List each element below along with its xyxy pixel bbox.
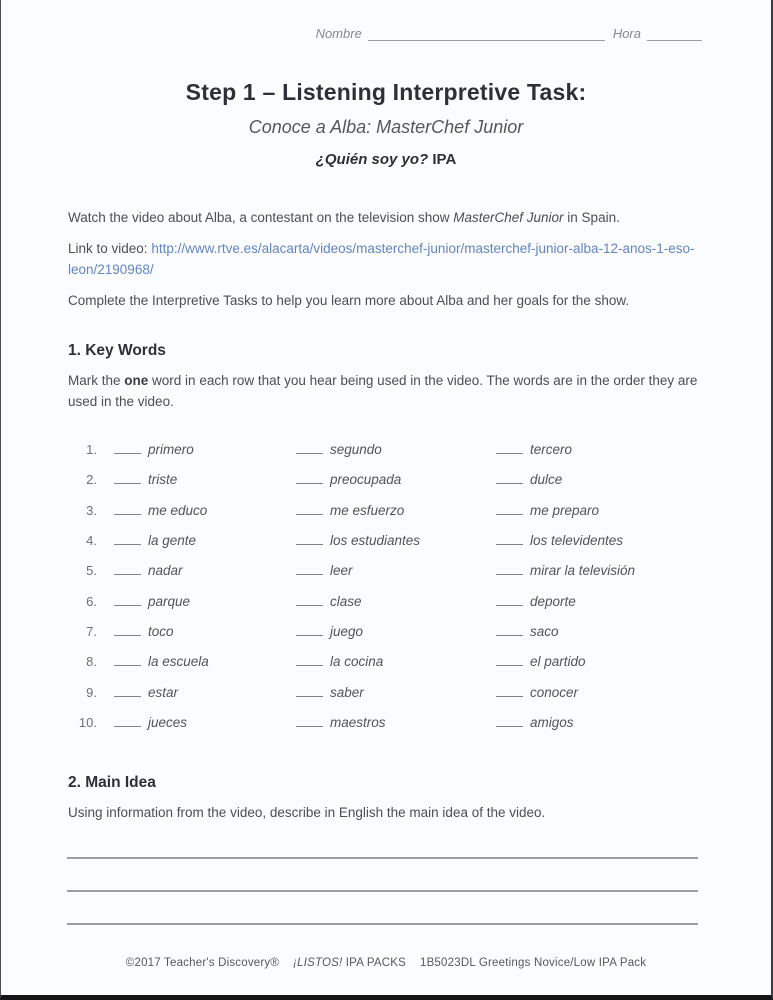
answer-blank[interactable] [114,533,141,545]
word-option: triste [107,472,289,487]
key-words-instructions: Mark the one word in each row that you hear being used in the video. The words are in the order they are used in the video. [68,372,698,409]
answer-blank[interactable] [496,442,523,454]
hora-blank[interactable] [647,26,702,41]
word-option: maestros [289,715,489,730]
product-code: 1B5023DL Greetings Novice/Low IPA Pack [419,957,647,969]
row-number: 7. [86,623,97,639]
word-option: me preparo [489,503,771,518]
row-number: 3. [86,502,97,518]
row-number: 4. [86,533,97,549]
answer-blank[interactable] [296,563,323,575]
nombre-label: Nombre [315,26,362,41]
key-words-row-7 [1,616,771,646]
answer-blank[interactable] [296,715,323,727]
answer-blank[interactable] [114,503,141,515]
answer-blank[interactable] [114,472,141,484]
answer-blank[interactable] [496,472,523,484]
video-link[interactable]: http://www.rtve.es/alacarta/videos/masterchef-junior/masterchef-junior-alba-12-anos-1-eso-leon/2190968/ [68,240,695,277]
hora-label: Hora [612,26,641,41]
complete-tasks-paragraph: Complete the Interpretive Tasks to help you learn more about Alba and her goals for the show. [68,292,630,308]
word-option: saco [489,624,771,639]
answer-blank[interactable] [496,624,523,636]
row-number: 2. [86,472,97,488]
answer-blank[interactable] [114,715,141,727]
answer-blank[interactable] [296,685,323,697]
word-option: deporte [489,594,771,609]
writing-line[interactable] [67,859,698,892]
answer-blank[interactable] [296,533,323,545]
copyright-text: ©2017 Teacher's Discovery® [125,957,280,969]
row-number: 10. [78,714,97,730]
answer-blank[interactable] [296,442,323,454]
link-paragraph [68,239,705,281]
writing-line[interactable] [67,835,698,859]
page-title: Step 1 – Listening Interpretive Task: [185,79,587,105]
writing-lines [67,835,698,925]
writing-line[interactable] [67,892,698,925]
answer-blank[interactable] [114,442,141,454]
word-option: mirar la televisión [489,563,771,578]
word-option: los televidentes [489,533,771,548]
answer-blank[interactable] [296,624,323,636]
word-option: me esfuerzo [289,503,489,518]
key-words-row-5 [1,556,771,586]
word-option: preocupada [289,472,489,487]
row-number: 1. [86,442,97,458]
nombre-blank[interactable] [368,26,605,41]
word-option: me educo [107,503,289,518]
word-option: juego [289,624,489,639]
key-words-row-3 [1,495,771,525]
key-words-row-2 [1,465,771,495]
answer-blank[interactable] [114,685,141,697]
answer-blank[interactable] [296,594,323,606]
word-option: segundo [289,442,489,457]
word-option: estar [107,685,289,700]
word-option: clase [289,594,489,609]
answer-blank[interactable] [496,533,523,545]
page-subtitle: Conoce a Alba: MasterChef Junior [248,117,524,137]
word-option: amigos [489,715,771,730]
page-footer [1,957,771,969]
row-number: 9. [86,684,97,700]
row-number: 5. [86,563,97,579]
word-option: dulce [489,472,771,487]
word-option: conocer [489,685,771,700]
page-tagline [1,151,771,168]
word-option: tercero [489,442,771,457]
word-option: primero [107,442,289,457]
answer-blank[interactable] [496,594,523,606]
show-name: MasterChef Junior [453,210,564,225]
answer-blank[interactable] [296,654,323,666]
answer-blank[interactable] [114,563,141,575]
answer-blank[interactable] [496,685,523,697]
key-words-row-4 [1,525,771,555]
answer-blank[interactable] [114,594,141,606]
one-emphasis: one [124,372,149,388]
word-option: parque [107,594,289,609]
word-option: la cocina [289,654,489,669]
word-option: jueces [107,715,289,730]
word-option: la gente [107,533,289,548]
key-words-row-6 [1,586,771,616]
series-name: ¡LISTOS! IPA PACKS [293,957,406,969]
answer-blank[interactable] [296,503,323,515]
tagline-spanish: ¿Quién soy yo? [315,151,429,168]
word-option: los estudiantes [289,533,489,548]
answer-blank[interactable] [496,563,523,575]
word-option: la escuela [107,654,289,669]
key-words-row-9 [1,677,771,707]
link-label: Link to video: [68,240,152,256]
word-option: nadar [107,563,289,578]
word-option: toco [107,624,289,639]
key-words-row-8 [1,647,771,677]
key-words-row-10 [1,707,771,737]
page-header [1,26,771,41]
answer-blank[interactable] [114,624,141,636]
intro-paragraph: Watch the video about Alba, a contestant on the television show MasterChef Junior in Spain. [68,210,620,225]
row-number: 8. [86,654,97,670]
key-words-heading: 1. Key Words [68,341,166,359]
answer-blank[interactable] [496,654,523,666]
key-words-list [1,435,771,738]
answer-blank[interactable] [496,715,523,727]
word-option: saber [289,685,489,700]
word-option: leer [289,563,489,578]
key-words-row-1 [1,435,771,465]
word-option: el partido [489,654,771,669]
answer-blank[interactable] [114,654,141,666]
answer-blank[interactable] [496,503,523,515]
main-idea-instructions: Using information from the video, describe in English the main idea of the video. [68,804,546,820]
row-number: 6. [86,593,97,609]
main-idea-heading: 2. Main Idea [68,773,156,791]
answer-blank[interactable] [296,472,323,484]
tagline-ipa: IPA [428,151,457,168]
